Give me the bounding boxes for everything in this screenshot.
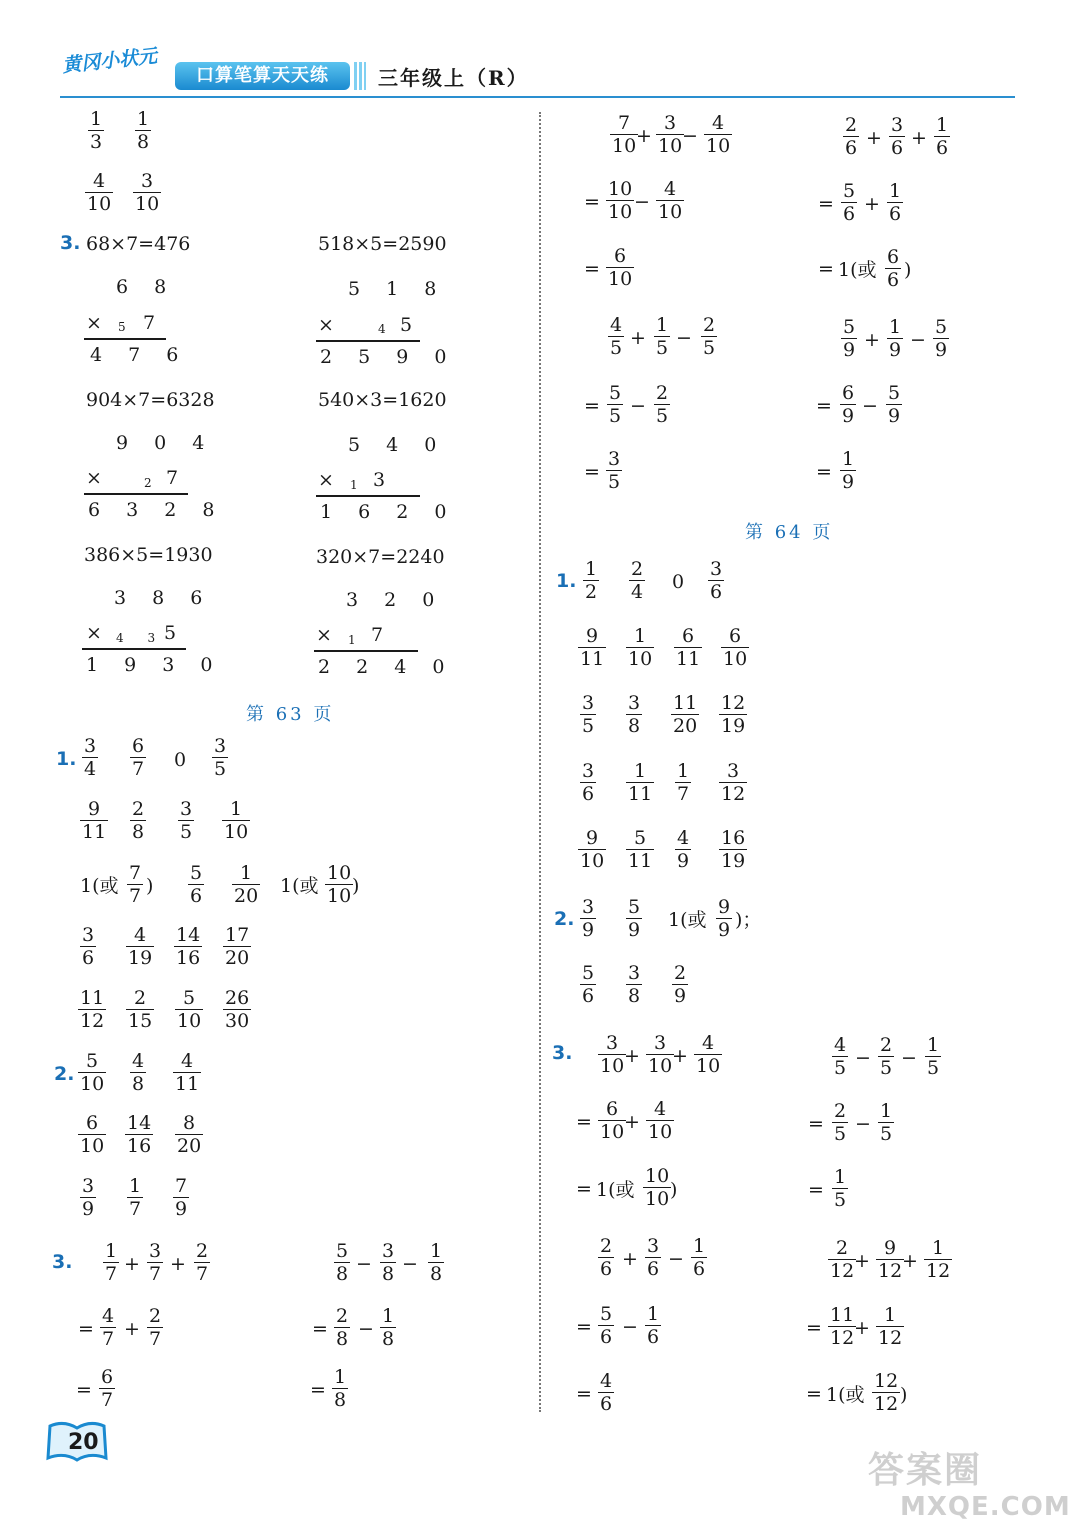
watermark: 答案圈 [868,1450,983,1491]
equation: 386×5=1930 [84,544,213,566]
fraction: 1 12 [926,1237,951,1282]
fraction: 6 10 [600,1098,625,1143]
fraction: 3 9 [82,1175,95,1220]
multiplier: 5 [164,622,177,644]
fraction: 2 6 [845,114,858,159]
fraction: 3 6 [710,558,723,603]
plus-sign: + [854,1250,870,1272]
fraction: 17 20 [225,924,250,969]
equals-sign: = [818,193,834,215]
times-sign: × [86,312,102,334]
fraction: 2 8 [336,1305,349,1350]
multiplier: 7 [143,312,156,334]
text: ) [900,1384,908,1406]
plus-sign: + [866,127,882,149]
question-number: 2. [54,1063,75,1085]
fraction: 3 5 [180,798,193,843]
fraction: 3 8 [628,962,641,1007]
fraction: 5 9 [628,896,641,941]
fraction: 1 10 [224,798,249,843]
fraction: 26 30 [225,987,250,1032]
minus-sign: − [910,329,926,351]
fraction: 1 7 [129,1175,142,1220]
equals-sign: = [806,1317,822,1339]
multiplier: 3 [373,469,386,491]
column-divider [539,112,541,1412]
fraction: 2 4 [631,558,644,603]
text: 1(或 [596,1179,635,1201]
fraction: 1 12 [878,1304,903,1349]
fraction: 4 10 [87,170,112,215]
multiplicand: 3 2 0 [346,589,445,611]
product-line [314,650,418,652]
text: 1(或 [668,909,707,931]
brand-logo: 黄冈小状元 [61,45,159,77]
text: 1(或 [280,875,319,897]
fraction: 7 9 [175,1175,188,1220]
fraction: 6 7 [101,1366,114,1411]
fraction: 9 9 [718,896,731,941]
minus-sign: − [676,327,692,349]
fraction: 4 9 [677,827,690,872]
fraction: 2 7 [196,1240,209,1285]
fraction: 6 10 [80,1112,105,1157]
fraction: 2 5 [834,1100,847,1145]
plus-sign: + [864,329,880,351]
fraction: 1 6 [693,1235,706,1280]
plus-sign: + [854,1317,870,1339]
fraction: 5 9 [888,382,901,427]
fraction: 3 5 [214,735,227,780]
equation: 518×5=2590 [318,233,447,255]
equals-sign: = [584,461,600,483]
fraction: 3 5 [582,692,595,737]
text: 1(或 [838,259,877,281]
fraction: 1 10 [628,625,653,670]
fraction: 12 19 [721,692,746,737]
plus-sign: + [170,1253,186,1275]
fraction: 1 3 [90,108,103,153]
fraction: 3 8 [628,692,641,737]
product-line [316,340,420,342]
grade-label: 三年级上（R） [378,66,529,90]
equals-sign: = [808,1179,824,1201]
equals-sign: = [806,1383,822,1405]
text: 1(或 [826,1384,865,1406]
times-sign: × [316,624,332,646]
plus-sign: + [622,1248,638,1270]
fraction: 12 12 [874,1370,899,1415]
fraction: 4 11 [175,1050,200,1095]
watermark-url: MXQE.COM [900,1492,1071,1522]
answer-zero: 0 [174,749,187,771]
fraction: 1 6 [936,114,949,159]
fraction: 1 9 [842,448,855,493]
fraction: 6 6 [887,246,900,291]
minus-sign: − [358,1318,374,1340]
fraction: 5 10 [177,987,202,1032]
fraction: 7 7 [129,862,142,907]
fraction: 4 6 [600,1370,613,1415]
minus-sign: − [862,395,878,417]
carry-digit: 1 [350,478,358,492]
header-rule [60,96,1015,98]
fraction: 1 11 [628,760,653,805]
fraction: 6 11 [676,625,701,670]
fraction: 1 5 [927,1034,940,1079]
fraction: 8 20 [177,1112,202,1157]
fraction: 3 10 [135,170,160,215]
product-line [84,338,166,340]
minus-sign: − [630,395,646,417]
fraction: 4 10 [648,1098,673,1143]
multiplicand: 3 8 6 [114,587,213,609]
fraction: 3 10 [648,1032,673,1077]
carry-digit: 2 [144,476,152,490]
fraction: 5 5 [609,382,622,427]
minus-sign: − [622,1316,638,1338]
text: 1(或 [80,875,119,897]
equation: 68×7=476 [86,233,191,255]
question-number: 3. [52,1251,73,1273]
text: ) [146,875,154,897]
fraction: 1 8 [382,1305,395,1350]
fraction: 6 10 [723,625,748,670]
section-heading-p63: 第 63 页 [246,704,335,725]
fraction: 1 7 [105,1240,118,1285]
fraction: 16 19 [721,827,746,872]
equals-sign: = [584,395,600,417]
times-sign: × [318,314,334,336]
equation: 320×7=2240 [316,546,445,568]
equation: 904×7=6328 [86,389,215,411]
header-stripes [354,62,366,90]
fraction: 2 7 [149,1305,162,1350]
plus-sign: + [124,1253,140,1275]
minus-sign: − [634,191,650,213]
fraction: 5 11 [628,827,653,872]
text: ) [352,875,360,897]
minus-sign: − [682,125,698,147]
fraction: 10 10 [608,178,633,223]
multiplicand: 6 8 [116,276,177,298]
fraction: 1 6 [889,180,902,225]
fraction: 3 9 [582,896,595,941]
question-number: 2. [554,908,575,930]
fraction: 6 10 [608,245,633,290]
fraction: 2 8 [132,798,145,843]
fraction: 1 8 [430,1240,443,1285]
product-line [82,648,186,650]
fraction: 1 8 [334,1366,347,1411]
fraction: 3 8 [382,1240,395,1285]
fraction: 3 6 [891,114,904,159]
fraction: 4 10 [696,1032,721,1077]
fraction: 5 6 [843,180,856,225]
fraction: 4 5 [610,314,623,359]
equals-sign: = [584,258,600,280]
fraction: 1 2 [585,558,598,603]
fraction: 2 5 [656,382,669,427]
fraction: 2 12 [830,1237,855,1282]
fraction: 3 10 [658,112,683,157]
fraction: 9 11 [580,625,605,670]
product: 2 5 9 0 [320,346,457,368]
product: 2 2 4 0 [318,656,455,678]
fraction: 4 10 [658,178,683,223]
minus-sign: − [356,1253,372,1275]
fraction: 2 5 [880,1034,893,1079]
question-number: 3. [552,1042,573,1064]
equals-sign: = [818,258,834,280]
equals-sign: = [576,1178,592,1200]
carry-digit: 5 [118,320,126,334]
question-number: 3. [60,232,81,254]
fraction: 1 7 [677,760,690,805]
product-line [316,495,420,497]
multiplicand: 5 4 0 [348,434,447,456]
fraction: 5 9 [935,316,948,361]
fraction: 3 4 [84,735,97,780]
multiplier: 7 [371,624,384,646]
question-number: 1. [556,570,577,592]
fraction: 9 10 [580,827,605,872]
fraction: 3 12 [721,760,746,805]
series-title: 口算笔算天天练 [175,62,350,90]
product: 1 6 2 0 [320,501,457,523]
fraction: 1 5 [834,1166,847,1211]
equation: 540×3=1620 [318,389,447,411]
question-number: 1. [56,748,77,770]
fraction: 1 6 [647,1303,660,1348]
product: 1 9 3 0 [86,654,223,676]
plus-sign: + [672,1045,688,1067]
fraction: 3 10 [600,1032,625,1077]
equals-sign: = [78,1318,94,1340]
fraction: 1 20 [234,862,259,907]
fraction: 3 6 [647,1235,660,1280]
text: )； [735,909,762,931]
fraction: 10 10 [645,1165,670,1210]
fraction: 2 9 [674,962,687,1007]
fraction: 4 19 [128,924,153,969]
fraction: 5 6 [600,1303,613,1348]
text: ) [670,1179,678,1201]
page-number: 20 [68,1430,99,1455]
equals-sign: = [576,1316,592,1338]
fraction: 11 20 [673,692,698,737]
times-sign: × [318,469,334,491]
fraction: 2 15 [128,987,153,1032]
fraction: 4 7 [102,1305,115,1350]
times-sign: × [86,467,102,489]
carry-digit: 1 [348,633,356,647]
fraction: 9 12 [878,1237,903,1282]
fraction: 3 6 [582,760,595,805]
product: 4 7 6 [90,344,189,366]
fraction: 5 6 [190,862,203,907]
plus-sign: + [636,125,652,147]
equals-sign: = [576,1111,592,1133]
fraction: 5 8 [336,1240,349,1285]
fraction: 2 5 [703,314,716,359]
equals-sign: = [808,1113,824,1135]
minus-sign: − [402,1253,418,1275]
fraction: 14 16 [127,1112,152,1157]
fraction: 1 5 [880,1100,893,1145]
equals-sign: = [310,1379,326,1401]
fraction: 3 7 [149,1240,162,1285]
fraction: 4 8 [132,1050,145,1095]
multiplicand: 9 0 4 [116,432,215,454]
fraction: 1 9 [889,316,902,361]
plus-sign: + [864,193,880,215]
plus-sign: + [902,1250,918,1272]
fraction: 5 9 [843,316,856,361]
multiplier: 7 [166,467,179,489]
equals-sign: = [76,1379,92,1401]
plus-sign: + [911,127,927,149]
fraction: 1 8 [137,108,150,153]
equals-sign: = [816,461,832,483]
fraction: 4 10 [706,112,731,157]
text: ) [904,259,912,281]
fraction: 6 7 [132,735,145,780]
plus-sign: + [624,1111,640,1133]
fraction: 5 10 [80,1050,105,1095]
multiplicand: 5 1 8 [348,278,447,300]
fraction: 2 6 [600,1235,613,1280]
carry-digit: 4 3 [116,631,166,645]
section-heading-p64: 第 64 页 [745,522,834,543]
fraction: 7 10 [612,112,637,157]
fraction: 3 6 [82,924,95,969]
equals-sign: = [576,1383,592,1405]
fraction: 10 10 [327,862,352,907]
minus-sign: − [855,1047,871,1069]
fraction: 5 6 [582,962,595,1007]
product-line [84,493,188,495]
fraction: 11 12 [830,1304,855,1349]
fraction: 6 9 [842,382,855,427]
equals-sign: = [584,191,600,213]
carry-digit: 4 [378,322,386,336]
minus-sign: − [668,1248,684,1270]
minus-sign: − [855,1113,871,1135]
fraction: 9 11 [82,798,107,843]
multiplier: 5 [400,314,413,336]
equals-sign: = [312,1318,328,1340]
fraction: 11 12 [80,987,105,1032]
minus-sign: − [901,1047,917,1069]
answer-zero: 0 [672,571,685,593]
plus-sign: + [630,327,646,349]
equals-sign: = [816,395,832,417]
plus-sign: + [624,1045,640,1067]
times-sign: × [86,622,102,644]
fraction: 1 5 [656,314,669,359]
plus-sign: + [124,1318,140,1340]
fraction: 4 5 [834,1034,847,1079]
fraction: 14 16 [176,924,201,969]
product: 6 3 2 8 [88,499,225,521]
fraction: 3 5 [608,448,621,493]
